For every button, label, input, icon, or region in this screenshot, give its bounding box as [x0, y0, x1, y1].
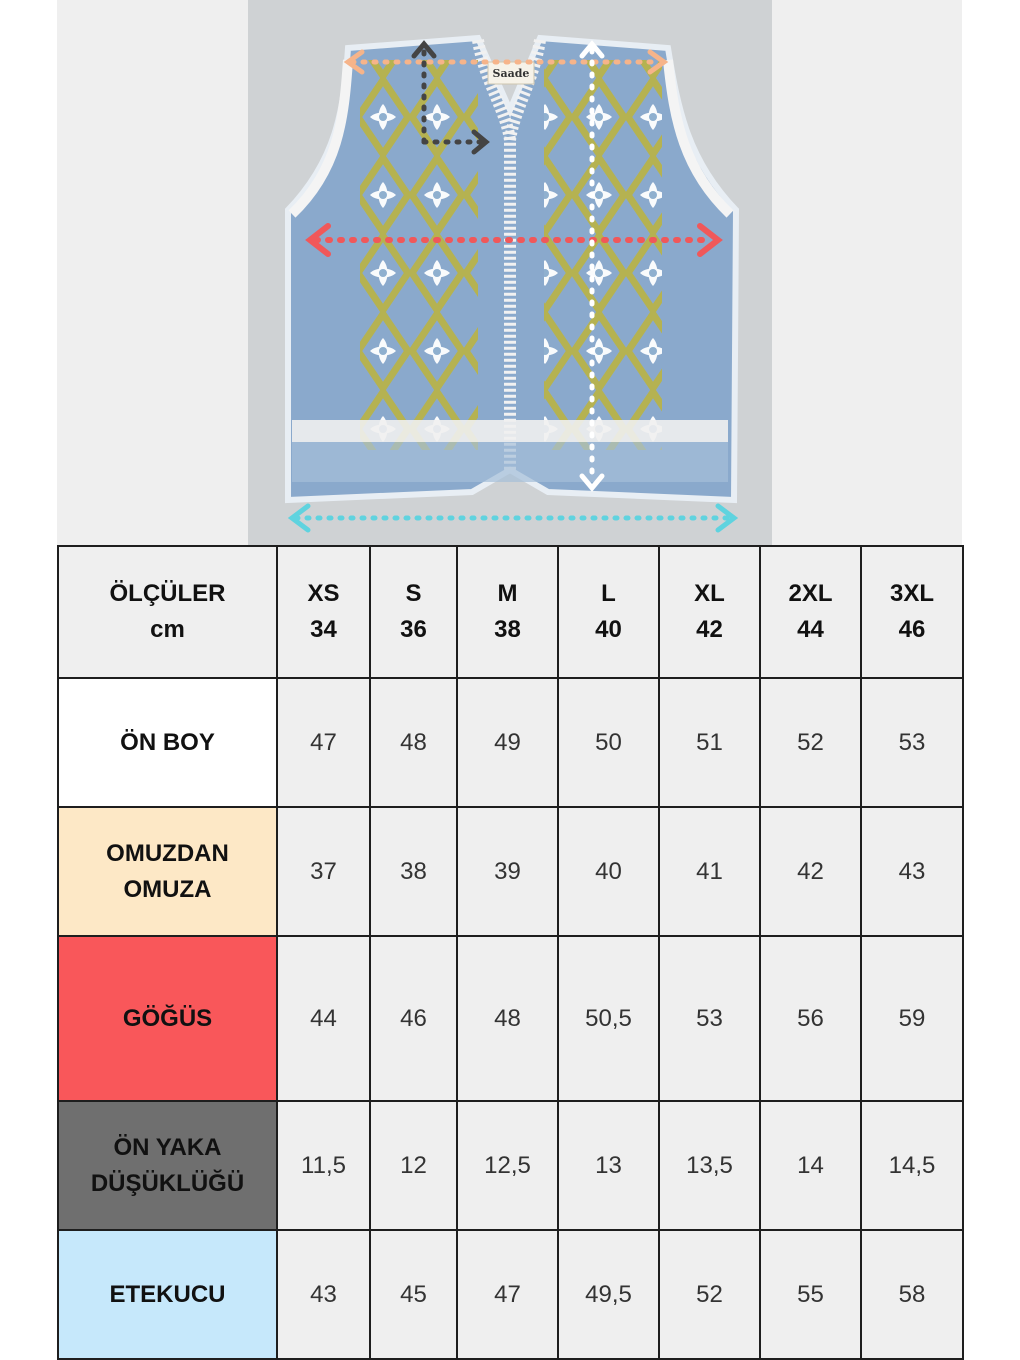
value-cell: 40	[558, 807, 659, 936]
brand-label: Saade	[492, 67, 530, 80]
value-cell: 59	[861, 936, 963, 1101]
row-front-length	[58, 678, 963, 807]
value-cell: 42	[760, 807, 861, 936]
row-hem	[58, 1230, 963, 1359]
row-label: ÖN YAKA	[113, 1133, 222, 1161]
value-cell: 53	[659, 936, 760, 1101]
row-label: ÖN BOY	[120, 728, 215, 756]
header-label: ÖLÇÜLER	[109, 580, 226, 607]
size-header-2xl: 2XL 44	[760, 546, 861, 678]
row-label: OMUZDAN	[106, 839, 229, 867]
value-cell: 13,5	[659, 1101, 760, 1230]
value-cell: 14,5	[861, 1101, 963, 1230]
row-label-cell	[58, 678, 277, 807]
row-label: GÖĞÜS	[122, 1004, 213, 1032]
row-label-cell	[58, 1230, 277, 1359]
value-cell: 41	[659, 807, 760, 936]
row-label-line2: DÜŞÜKLÜĞÜ	[90, 1169, 245, 1197]
value-cell: 38	[370, 807, 457, 936]
size-header-s: S 36	[370, 546, 457, 678]
value-cell: 45	[370, 1230, 457, 1359]
size-header-3xl: 3XL 46	[861, 546, 963, 678]
left-embroidery-panel	[360, 60, 478, 450]
row-label-cell	[58, 807, 277, 936]
value-cell: 56	[760, 936, 861, 1101]
size-header-m: M 38	[457, 546, 558, 678]
right-embroidery-panel	[544, 60, 662, 450]
value-cell: 48	[370, 678, 457, 807]
value-cell: 13	[558, 1101, 659, 1230]
value-cell: 52	[760, 678, 861, 807]
row-label-cell	[58, 936, 277, 1101]
header-label-cell	[58, 546, 277, 678]
value-cell: 50,5	[558, 936, 659, 1101]
row-neckline-drop	[58, 1101, 963, 1230]
value-cell: 39	[457, 807, 558, 936]
hem-arrow	[292, 506, 734, 530]
header-row	[58, 546, 963, 678]
value-cell: 51	[659, 678, 760, 807]
hem-lace	[292, 420, 728, 442]
header-unit: cm	[150, 616, 185, 643]
value-cell: 14	[760, 1101, 861, 1230]
value-cell: 58	[861, 1230, 963, 1359]
value-cell: 37	[277, 807, 370, 936]
value-cell: 52	[659, 1230, 760, 1359]
row-chest	[58, 936, 963, 1101]
value-cell: 55	[760, 1230, 861, 1359]
value-cell: 47	[277, 678, 370, 807]
value-cell: 49,5	[558, 1230, 659, 1359]
value-cell: 44	[277, 936, 370, 1101]
value-cell: 48	[457, 936, 558, 1101]
value-cell: 12,5	[457, 1101, 558, 1230]
value-cell: 50	[558, 678, 659, 807]
size-chart-table	[57, 545, 964, 1360]
row-label-cell	[58, 1101, 277, 1230]
size-header-l: L 40	[558, 546, 659, 678]
value-cell: 46	[370, 936, 457, 1101]
size-header-xl: XL 42	[659, 546, 760, 678]
value-cell: 47	[457, 1230, 558, 1359]
value-cell: 12	[370, 1101, 457, 1230]
row-label-line2: OMUZA	[123, 875, 212, 903]
size-header-xs: XS 34	[277, 546, 370, 678]
row-label: ETEKUCU	[109, 1280, 226, 1308]
value-cell: 43	[861, 807, 963, 936]
value-cell: 49	[457, 678, 558, 807]
value-cell: 11,5	[277, 1101, 370, 1230]
vest-measurement-illustration	[248, 0, 772, 545]
value-cell: 53	[861, 678, 963, 807]
value-cell: 43	[277, 1230, 370, 1359]
row-shoulder	[58, 807, 963, 936]
